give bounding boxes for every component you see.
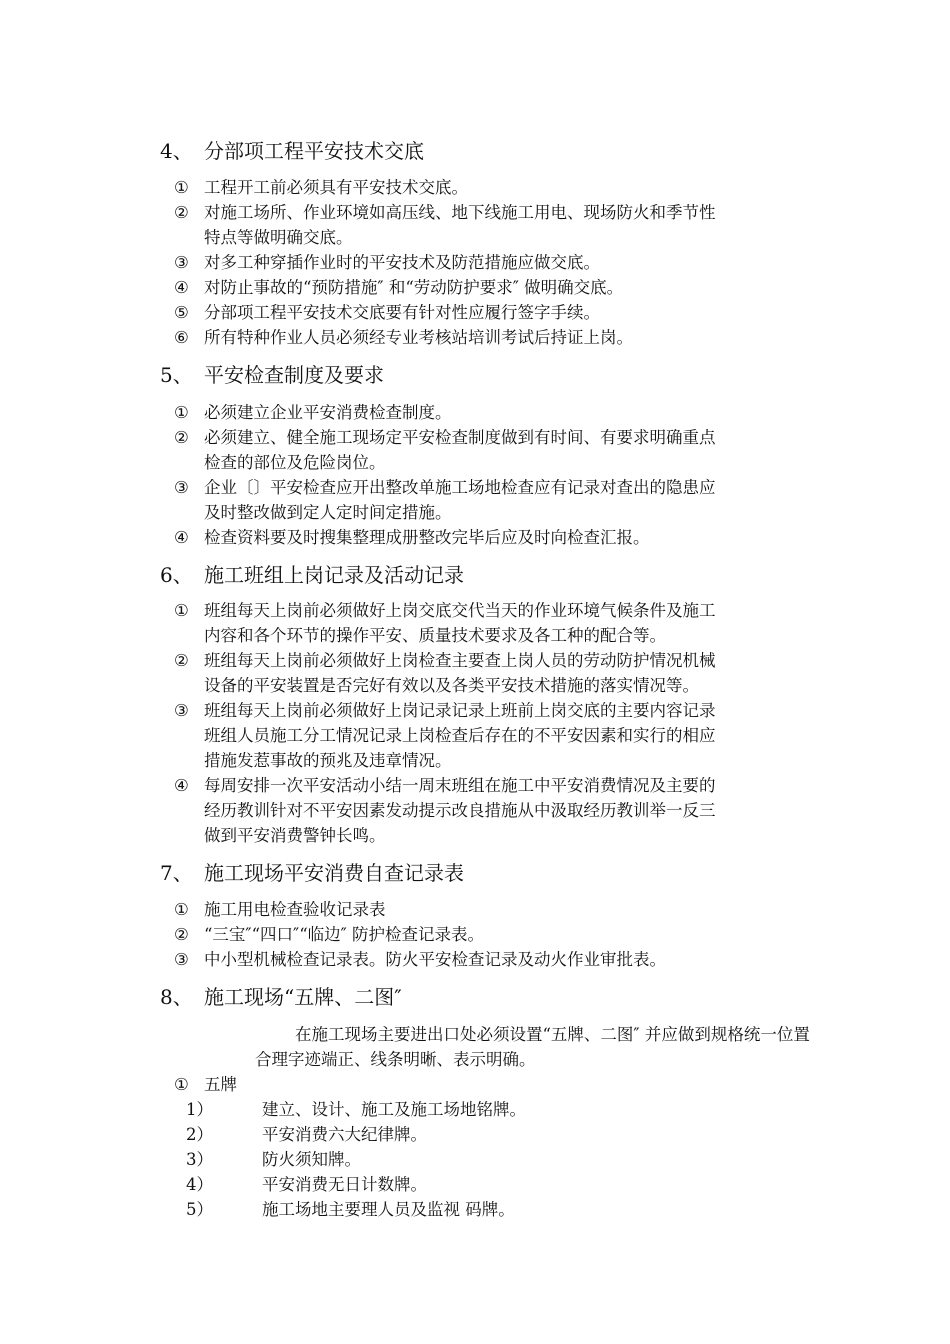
section-number: 6、 xyxy=(160,563,193,587)
list-item xyxy=(174,200,804,250)
section-number: 8、 xyxy=(160,985,193,1009)
item-text: 对防止事故的“预防措施″ 和“劳动防护要求″ 做明确交底。 xyxy=(204,278,624,297)
item-number: 4） xyxy=(186,1175,213,1194)
item-marker: ④ xyxy=(174,776,189,795)
list-item xyxy=(174,1072,804,1097)
list-item xyxy=(174,698,804,773)
item-text: 每周安排一次平安活动小结一周末班组在施工中平安消费情况及主要的 经历教训针对不平安因素发动提示改良措施从中汲取经历教训举一反三 做到平安消费警钟长鸣。 xyxy=(204,776,716,845)
item-marker: ① xyxy=(174,178,189,197)
item-text: 班组每天上岗前必须做好上岗交底交代当天的作业环境气候条件及施工 内容和各个环节的操作平安、质量技术要求及各工种的配合等。 xyxy=(204,601,716,645)
numbered-item xyxy=(186,1097,526,1122)
item-text: 检查资料要及时搜集整理成册整改完毕后应及时向检查汇报。 xyxy=(204,528,650,547)
item-text: 施工场地主要理人员及监视 码牌。 xyxy=(262,1200,515,1219)
item-number: 3） xyxy=(186,1150,213,1169)
item-number: 2） xyxy=(186,1125,213,1144)
section-number: 7、 xyxy=(160,861,193,885)
item-marker: ④ xyxy=(174,528,189,547)
list-item xyxy=(174,325,804,350)
section-6-heading xyxy=(160,562,464,588)
item-marker: ① xyxy=(174,403,189,422)
list-item xyxy=(174,773,804,848)
item-marker: ② xyxy=(174,428,189,447)
item-text: 分部项工程平安技术交底要有针对性应履行签字手续。 xyxy=(204,303,600,322)
item-text: 对多工种穿插作业时的平安技术及防范措施应做交底。 xyxy=(204,253,600,272)
item-text: 班组每天上岗前必须做好上岗检查主要查上岗人员的劳动防护情况机械 设备的平安装置是否完好有效以及各类平安技术措施的落实情况等。 xyxy=(204,651,716,695)
item-text: 必须建立企业平安消费检查制度。 xyxy=(204,403,452,422)
numbered-item xyxy=(186,1172,427,1197)
numbered-item xyxy=(186,1122,427,1147)
item-text: “三宝″“四口″“临边″ 防护检查记录表。 xyxy=(204,925,485,944)
item-text: 防火须知牌。 xyxy=(262,1150,361,1169)
list-item xyxy=(174,400,804,425)
section-title: 施工现场“五牌、二图″ xyxy=(204,985,402,1009)
item-text: 平安消费无日计数牌。 xyxy=(262,1175,427,1194)
section-7-heading xyxy=(160,860,464,886)
item-text: 所有特种作业人员必须经专业考核站培训考试后持证上岗。 xyxy=(204,328,633,347)
list-item xyxy=(174,425,804,475)
item-marker: ③ xyxy=(174,701,189,720)
item-marker: ③ xyxy=(174,950,189,969)
section-4-heading xyxy=(160,138,424,164)
list-item xyxy=(174,525,804,550)
item-text: 必须建立、健全施工现场定平安检查制度做到有时间、有要求明确重点 检查的部位及危险岗位。 xyxy=(204,428,716,472)
list-item xyxy=(174,175,804,200)
section-title: 施工班组上岗记录及活动记录 xyxy=(204,563,464,587)
item-marker: ① xyxy=(174,601,189,620)
item-marker: ③ xyxy=(174,253,189,272)
item-text: 施工用电检查验收记录表 xyxy=(204,900,386,919)
list-item xyxy=(174,897,804,922)
item-marker: ① xyxy=(174,1075,189,1094)
item-marker: ② xyxy=(174,925,189,944)
list-item xyxy=(174,275,804,300)
list-item xyxy=(174,598,804,648)
section-5-heading xyxy=(160,362,384,388)
section-number: 4、 xyxy=(160,139,193,163)
item-marker: ③ xyxy=(174,478,189,497)
list-item xyxy=(174,250,804,275)
item-text: 中小型机械检查记录表。防火平安检查记录及动火作业审批表。 xyxy=(204,950,666,969)
item-text: 企业〔〕平安检查应开出整改单施工场地检查应有记录对查出的隐患应 及时整改做到定人定时间定措施。 xyxy=(204,478,716,522)
item-marker: ① xyxy=(174,900,189,919)
list-item xyxy=(174,922,804,947)
item-marker: ⑤ xyxy=(174,303,189,322)
list-item xyxy=(174,648,804,698)
numbered-item xyxy=(186,1147,361,1172)
item-marker: ⑥ xyxy=(174,328,189,347)
section-number: 5、 xyxy=(160,363,193,387)
section-title: 分部项工程平安技术交底 xyxy=(204,139,424,163)
item-number: 1） xyxy=(186,1100,213,1119)
item-marker: ④ xyxy=(174,278,189,297)
item-text: 工程开工前必须具有平安技术交底。 xyxy=(204,178,468,197)
item-text: 建立、设计、施工及施工场地铭牌。 xyxy=(262,1100,526,1119)
item-number: 5） xyxy=(186,1200,213,1219)
item-marker: ② xyxy=(174,203,189,222)
body-paragraph: 在施工现场主要进出口处必须设置“五牌、二图″ 并应做到规格统一位置合理字迹端正、线条明晰、表示明确。 xyxy=(255,1025,810,1069)
item-text: 班组每天上岗前必须做好上岗记录记录上班前上岗交底的主要内容记录 班组人员施工分工情况记录上岗检查后存在的不平安因素和实行的相应 措施发惹事故的预兆及违章情况。 xyxy=(204,701,716,770)
item-marker: ② xyxy=(174,651,189,670)
section-title: 平安检查制度及要求 xyxy=(204,363,384,387)
list-item xyxy=(174,475,804,525)
section-title: 施工现场平安消费自查记录表 xyxy=(204,861,464,885)
section-8-heading xyxy=(160,984,402,1010)
list-item xyxy=(174,947,804,972)
item-text: 平安消费六大纪律牌。 xyxy=(262,1125,427,1144)
item-text: 五牌 xyxy=(204,1075,237,1094)
numbered-item xyxy=(186,1197,515,1222)
list-item xyxy=(174,300,804,325)
item-text: 对施工场所、作业环境如高压线、地下线施工用电、现场防火和季节性 特点等做明确交底。 xyxy=(204,203,716,247)
